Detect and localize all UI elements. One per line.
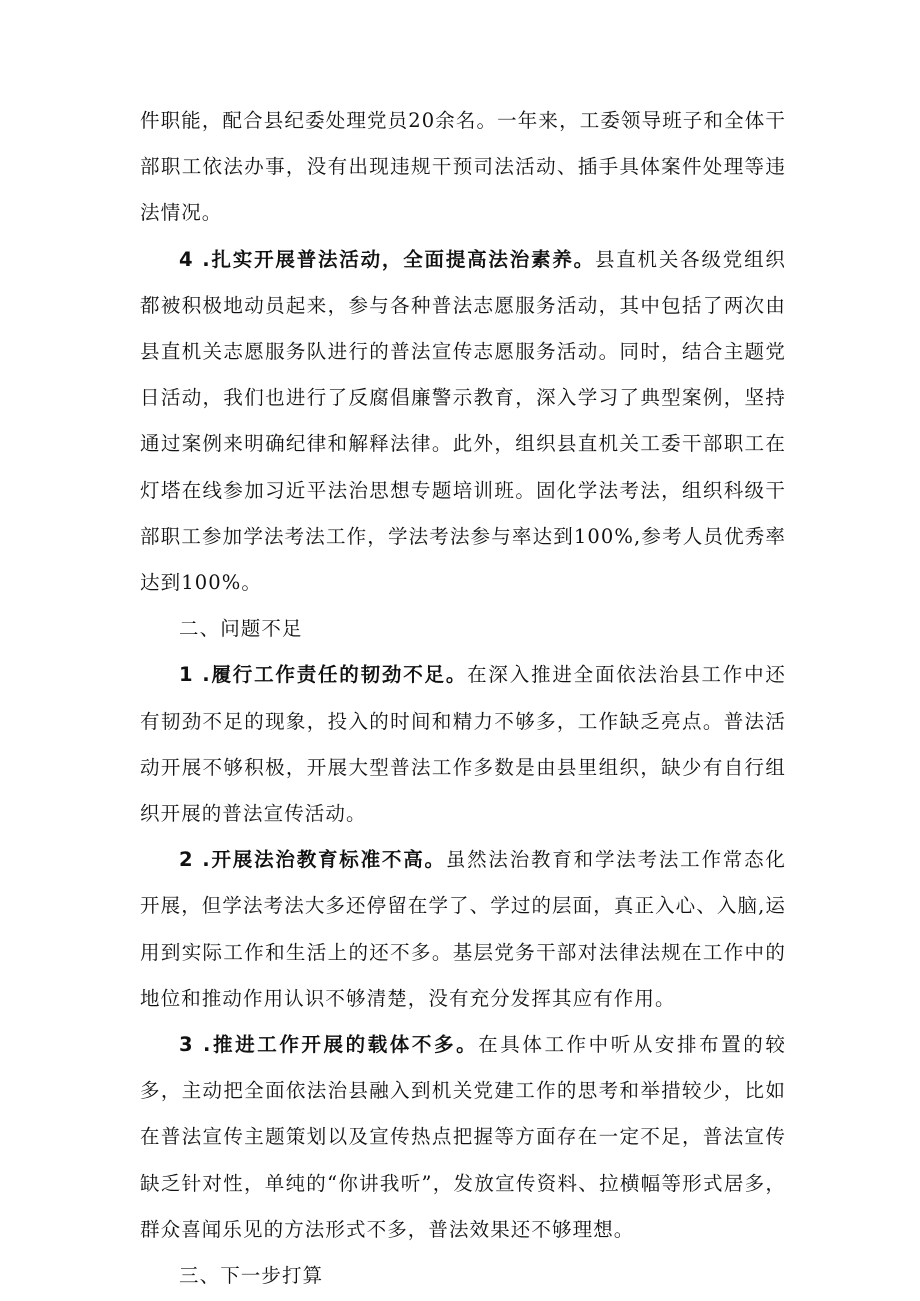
problem-3-lead: 3 .推进工作开展的载体不多。 bbox=[179, 1033, 479, 1057]
section-heading-problems: 二、问题不足 bbox=[179, 617, 303, 641]
problem-1-lead: 1 .履行工作责任的韧劲不足。 bbox=[179, 663, 468, 687]
paragraph-problem-1 bbox=[140, 652, 786, 837]
item-4-lead: 4 .扎实开展普法活动，全面提高法治素养。 bbox=[179, 247, 595, 271]
paragraph-problem-3 bbox=[140, 1022, 786, 1253]
paragraph-item-4 bbox=[140, 237, 786, 607]
problem-1-body: 在深入推进全面依法治县工作中还有韧劲不足的现象，投入的时间和精力不够多，工作缺乏亮点。普法活动开展不够积极，开展大型普法工作多数是由县里组织，缺少有自行组织开展的普法宣传活动。 bbox=[140, 663, 786, 826]
paragraph-problem-2 bbox=[140, 837, 786, 1022]
paragraph-continuation: 件职能，配合县纪委处理党员20余名。一年来，工委领导班子和全体干部职工依法办事，没有出现违规干预司法活动、插手具体案件处理等违法情况。 bbox=[140, 109, 786, 225]
document-page bbox=[140, 98, 786, 1299]
problem-2-lead: 2 .开展法治教育标准不高。 bbox=[179, 848, 446, 872]
section-heading-next-steps: 三、下一步打算 bbox=[179, 1264, 324, 1288]
problem-2-body: 虽然法治教育和学法考法工作常态化开展，但学法考法大多还停留在学了、学过的层面，真正入心、入脑,运用到实际工作和生活上的还不多。基层党务干部对法律法规在工作中的地位和推动作用认识不够清楚，没有充分发挥其应有作用。 bbox=[140, 848, 786, 1010]
item-4-body: 县直机关各级党组织都被积极地动员起来，参与各种普法志愿服务活动，其中包括了两次由县直机关志愿服务队进行的普法宣传志愿服务活动。同时，结合主题党日活动，我们也进行了反腐倡廉警示教育，深入学习了典型案例，坚持通过案例来明确纪律和解释法律。此外，组织县直机关工委干部职工在灯塔在线参加习近平法治思想专题培训班。固化学法考法，组织科级干部职工参加学法考法工作，学法考法参与率达到100%,参考人员优秀率达到100%。 bbox=[140, 247, 786, 595]
problem-3-body: 在具体工作中听从安排布置的较多，主动把全面依法治县融入到机关党建工作的思考和举措较少，比如在普法宣传主题策划以及宣传热点把握等方面存在一定不足，普法宣传缺乏针对性，单纯的“你讲我听”，发放宣传资料、拉横幅等形式居多，群众喜闻乐见的方法形式不多，普法效果还不够理想。 bbox=[140, 1033, 787, 1241]
